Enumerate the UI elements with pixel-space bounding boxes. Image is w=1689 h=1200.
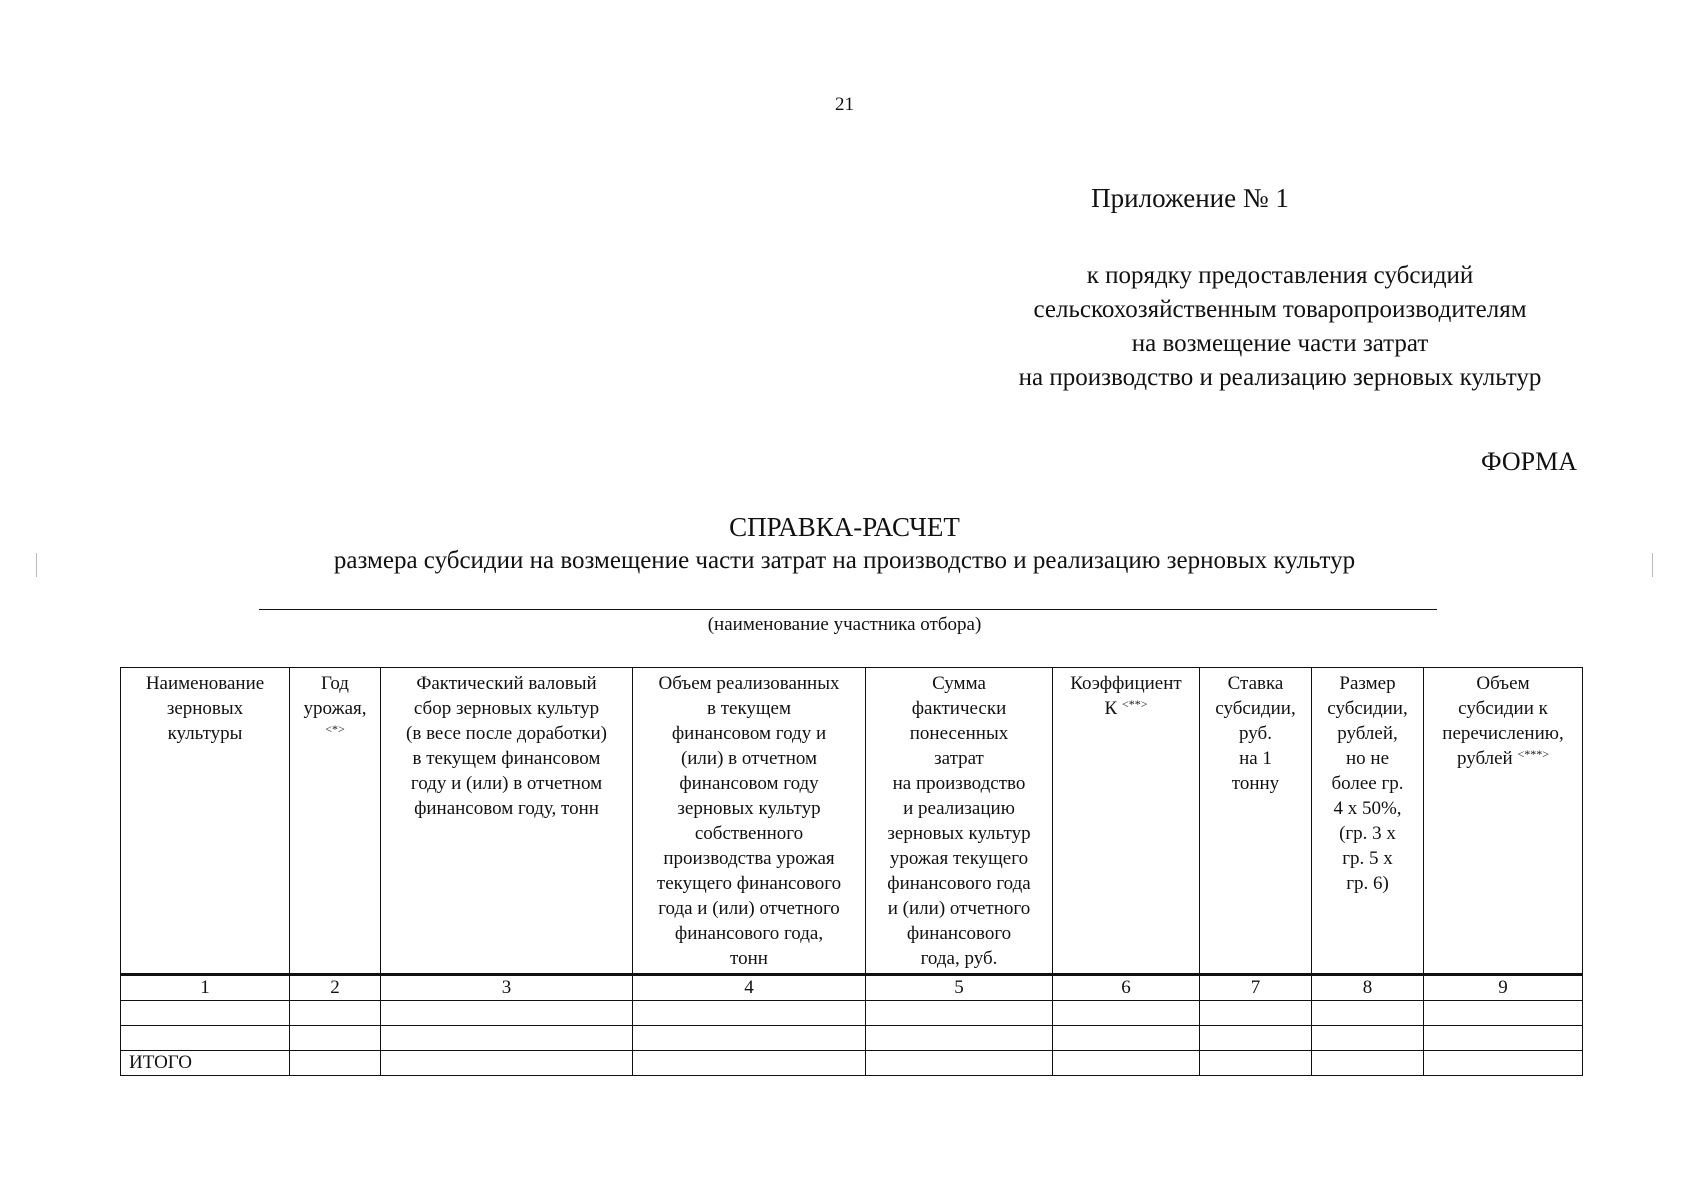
header-line: зерновых культур [677,798,821,819]
header-cell-6 [1053,668,1200,975]
column-number: 9 [1424,975,1583,1001]
header-line: года, руб. [920,948,998,969]
header-cell-4 [633,668,866,975]
header-line: перечислению, [1442,723,1564,744]
table-row [121,1001,1583,1026]
appendix-line: на возмещение части затрат [1131,330,1429,357]
table-cell [1424,1026,1583,1051]
table-header-row [121,668,1583,975]
header-line: Объем реализованных [658,673,840,694]
header-line: но не [1345,748,1390,769]
header-line: сбор зерновых культур [413,698,600,719]
header-line: и реализацию [903,798,1015,819]
header-line: гр. 6) [1346,873,1389,894]
header-line: Размер [1339,673,1396,694]
total-cell [381,1051,633,1076]
header-line: Сумма [932,673,986,694]
form-label: ФОРМА [1481,447,1577,476]
header-line: (в весе после доработки) [406,723,607,744]
header-line: тонн [730,948,768,969]
header-line: Объем [1476,673,1530,694]
header-line: собственного [694,823,804,844]
header-line: понесенных [909,723,1009,744]
header-line: в текущем финансовом [412,748,601,769]
total-cell [1053,1051,1200,1076]
page-number: 21 [835,94,854,115]
participant-caption: (наименование участника отбора) [707,614,982,635]
participant-name-line [259,609,1437,610]
table-cell [1312,1001,1424,1026]
table-cell [121,1026,290,1051]
table-cell [1053,1001,1200,1026]
header-line: финансового года [887,873,1031,894]
header-line: в текущем [706,698,791,719]
table-cell [1200,1026,1312,1051]
header-line: текущего финансового [656,873,842,894]
header-line: на производство [892,773,1026,794]
header-line [292,721,378,746]
header-line: урожая текущего [889,848,1029,869]
column-number-row [121,975,1583,1001]
header-line: культуры [167,723,243,744]
column-number: 5 [866,975,1053,1001]
footnote-mark: <*> [325,722,345,736]
header-line: на 1 [1239,748,1272,769]
column-number: 3 [381,975,633,1001]
calculation-table [120,667,1583,1076]
table-cell [633,1001,866,1026]
appendix-subtitle [980,259,1580,395]
table-cell [866,1026,1053,1051]
header-line: Коэффициент [1070,673,1182,694]
column-number: 8 [1312,975,1424,1001]
total-cell [633,1051,866,1076]
footnote-mark: <***> [1517,747,1550,761]
header-line: производства урожая [663,848,835,869]
total-cell [1312,1051,1424,1076]
header-line: года и (или) отчетного [658,898,840,919]
total-cell [290,1051,381,1076]
header-line: зерновых культур [887,823,1031,844]
header-line: году и (или) в отчетном [410,773,603,794]
table-cell [633,1026,866,1051]
appendix-line: к порядку предоставления субсидий [1086,262,1474,289]
table-cell [1200,1001,1312,1026]
column-number: 7 [1200,975,1312,1001]
total-label: ИТОГО [121,1051,290,1076]
header-cell-5 [866,668,1053,975]
header-line: финансовом году и [671,723,827,744]
document-subtitle: размера субсидии на возмещение части затрат на производство и реализацию зерновых культур [333,547,1356,574]
footnote-mark: <**> [1121,697,1148,711]
margin-mark-left [36,553,37,577]
header-line: К <**> [1104,697,1148,719]
header-line: Наименование [145,673,265,694]
header-line: 4 х 50%, [1333,798,1402,819]
header-cell-7 [1200,668,1312,975]
table-cell [866,1001,1053,1026]
header-line: Год [321,673,349,694]
header-line: гр. 5 х [1342,848,1393,869]
header-line: субсидии, [1327,698,1408,719]
header-line: и (или) отчетного [887,898,1031,919]
header-line: рублей, [1337,723,1398,744]
header-line: тонну [1231,773,1280,794]
table-cell [290,1001,381,1026]
appendix-title: Приложение № 1 [1091,183,1289,213]
document-title: СПРАВКА-РАСЧЕТ [729,512,960,542]
table-cell [1312,1026,1424,1051]
header-line: финансового [906,923,1012,944]
total-cell [1424,1051,1583,1076]
header-line: фактически [911,698,1007,719]
header-line: руб. [1239,723,1272,744]
column-number: 1 [121,975,290,1001]
header-line: субсидии к [1458,698,1548,719]
margin-mark-right [1652,553,1653,577]
header-line: Ставка [1227,673,1284,694]
header-line: урожая, [303,698,367,719]
table-cell [381,1001,633,1026]
header-line: финансового года, [674,923,824,944]
table-cell [381,1026,633,1051]
header-line: Фактический валовый [416,673,597,694]
total-cell [1200,1051,1312,1076]
table-cell [121,1001,290,1026]
total-cell [866,1051,1053,1076]
table-cell [290,1026,381,1051]
appendix-line: сельскохозяйственным товаропроизводителям [1033,296,1527,323]
header-line: финансовом году, тонн [414,798,599,819]
header-line: финансовом году [679,773,819,794]
header-line: субсидии, [1215,698,1296,719]
column-number: 6 [1053,975,1200,1001]
table-cell [1424,1001,1583,1026]
total-row [121,1051,1583,1076]
header-line: затрат [934,748,984,769]
header-line: рублей <***> [1456,747,1550,769]
header-cell-3 [381,668,633,975]
header-line: зерновых [166,698,244,719]
header-cell-2 [290,668,381,975]
header-line: (или) в отчетном [680,748,818,769]
header-line: (гр. 3 х [1339,823,1396,844]
column-number: 4 [633,975,866,1001]
header-cell-8 [1312,668,1424,975]
appendix-line: на производство и реализацию зерновых культур [1018,364,1542,391]
header-cell-1 [121,668,290,975]
column-number: 2 [290,975,381,1001]
header-cell-9 [1424,668,1583,975]
table-row [121,1026,1583,1051]
header-line: более гр. [1331,773,1404,794]
table-cell [1053,1026,1200,1051]
